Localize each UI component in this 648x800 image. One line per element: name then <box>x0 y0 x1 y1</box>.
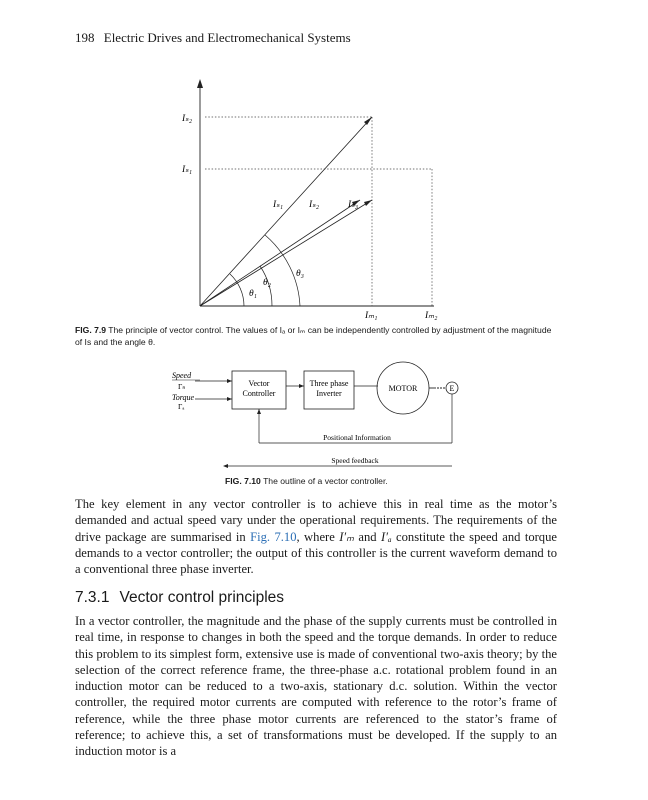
label-theta1: θ₁ <box>249 289 257 299</box>
angle-arc-theta1 <box>230 274 244 306</box>
positional-information-label: Positional Information <box>323 433 391 442</box>
label-vector-is2: Iₛ₂ <box>309 200 320 210</box>
vector-is2 <box>200 200 360 306</box>
symbol-ia: I′ₐ <box>381 529 392 544</box>
label-is2-axis: Iₛ₂ <box>182 114 193 124</box>
encoder-label: E <box>449 384 455 393</box>
figure-7-9-vector-diagram <box>0 0 648 330</box>
label-vector-is1: Iₛ₁ <box>273 200 284 210</box>
figure-7-9-caption-label: FIG. 7.9 <box>75 325 107 335</box>
paragraph-2: In a vector controller, the magnitude and the phase of the supply currents must be controlled in real time, in response to changes in both the speed and the torque demands. In order to reduce this problem to its simplest form, extensive use is made of conventional two-axis theory; by the selection of the correct reference frame, the three-phase a.c. rotational problem found in an induction motor can be reduced to a two-axis, stationary d.c. solution. Within the vector controller, the required motor currents are computed with reference to the rotor’s frame of reference, while the three phase motor currents are referenced to the stator’s frame of reference; to achieve this, a set of transformations must be developed. If the supply to an induction motor is a <box>75 614 557 759</box>
label-theta2: θ₂ <box>263 278 271 288</box>
figure-7-9-caption <box>75 324 560 348</box>
label-im1: Iₘ₁ <box>365 311 378 321</box>
label-is1-axis: Iₛ₁ <box>182 165 193 175</box>
label-vector-is3: Iₛ₃ <box>348 200 359 210</box>
figure-7-10-caption <box>225 475 565 487</box>
vector-is3 <box>200 200 372 306</box>
figure-7-10-block-diagram <box>0 360 648 470</box>
angle-arc-theta3 <box>265 235 300 306</box>
page-number: 198 <box>75 30 95 45</box>
figure-7-10-caption-text: The outline of a vector controller. <box>263 476 388 486</box>
figure-7-9-caption-text: The principle of vector control. The values of Iₐ or Iₘ can be independently controlled by adjustment of the magnitude of Is and the angle θ. <box>75 325 552 347</box>
label-im2: Iₘ₂ <box>425 311 438 321</box>
section-title: Vector control principles <box>119 589 285 606</box>
figure-7-10-caption-label: FIG. 7.10 <box>225 476 261 486</box>
paragraph-1: The key element in any vector controller is to achieve this in real time as the motor’s demanded and actual speed vary under the operational requirements. The requirements of the drive package are summarised in Fig. 7.10, where I′ₘ and I′ₐ constitute the speed and torque demands to a vector controller; the output of this controller is the current waveform demand to a conventional three phase inverter. <box>75 497 557 577</box>
torque-symbol: Γₐ <box>178 402 185 411</box>
vector-controller-label-line2: Controller <box>242 389 276 398</box>
label-theta3: θ₃ <box>296 269 304 279</box>
y-axis-arrowhead <box>197 79 203 88</box>
torque-label: Torque <box>172 393 195 402</box>
section-heading <box>75 589 284 607</box>
symbol-im: I′ₘ <box>339 529 355 544</box>
section-number: 7.3.1 <box>75 589 110 606</box>
speed-feedback-label: Speed feedback <box>331 456 379 465</box>
inverter-label-line1: Three phase <box>309 379 349 388</box>
speed-label: Speed <box>172 371 192 380</box>
vector-controller-label-line1: Vector <box>248 379 270 388</box>
inverter-label-line2: Inverter <box>316 389 342 398</box>
motor-label: MOTOR <box>388 384 418 393</box>
figure-7-10-link[interactable]: Fig. 7.10 <box>250 529 297 544</box>
speed-symbol: Γₙ <box>178 382 186 391</box>
running-title: Electric Drives and Electromechanical Systems <box>103 30 351 45</box>
vector-is1 <box>200 117 372 306</box>
